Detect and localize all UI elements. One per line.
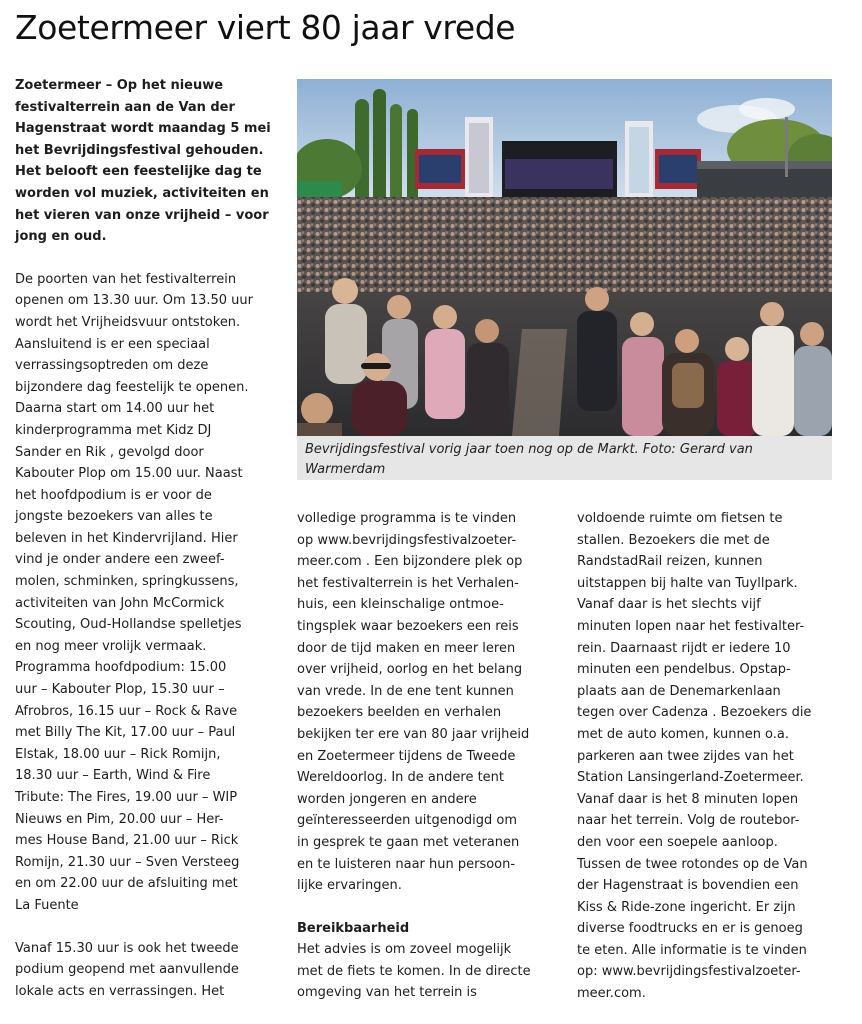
article-body-part-1 bbox=[15, 269, 280, 917]
text-line: tingsplek waar bezoekers een reis bbox=[297, 618, 519, 634]
text-line: Kabouter Plop om 15.00 uur. Naast bbox=[15, 466, 243, 482]
section-subheading: Bereikbaarheid bbox=[297, 920, 410, 936]
text-line: huis, een kleinschalige ontmoe- bbox=[297, 597, 504, 613]
text-line: Tribute: The Fires, 19.00 uur – WIP bbox=[15, 790, 238, 805]
text-line: te eten. Alle informatie is te vinden bbox=[577, 942, 807, 958]
text-line: voldoende ruimte om fietsen te bbox=[577, 511, 783, 526]
text-line: Scouting, Oud-Hollandse spelletjes bbox=[15, 617, 242, 633]
text-line: Programma hoofdpodium: 15.00 bbox=[15, 660, 227, 676]
text-line: Wereldoorlog. In de andere tent bbox=[297, 770, 505, 786]
text-line: uitstappen bij halte van Tuyllpark. bbox=[577, 575, 798, 591]
text-line: Station Lansingerland-Zoetermeer. bbox=[577, 770, 804, 786]
text-line: Het advies is om zoveel mogelijk bbox=[297, 942, 512, 958]
article-body-part-5 bbox=[577, 508, 842, 1005]
text-line: La Fuente bbox=[15, 897, 79, 913]
text-line: Sander en Rik , gevolgd door bbox=[15, 444, 204, 460]
text-line: Afrobros, 16.15 uur – Rock & Rave bbox=[15, 703, 238, 719]
text-line: wordt het Vrijheidsvuur ontstoken. bbox=[15, 314, 241, 330]
text-line: meer.com . Een bijzondere plek op bbox=[297, 554, 523, 570]
text-line: Vanaf 15.30 uur is ook het tweede bbox=[15, 940, 239, 956]
text-line: lijke ervaringen. bbox=[297, 878, 402, 894]
text-line: kinderprogramma met Kidz DJ bbox=[15, 422, 212, 438]
text-line: het vieren van onze vrijheid – voor bbox=[15, 207, 269, 223]
text-line: rein. Daarnaast rijdt er iedere 10 bbox=[577, 640, 791, 656]
text-line: en te luisteren naar hun persoon- bbox=[297, 856, 516, 872]
text-line: bekijken ter ere van 80 jaar vrijheid bbox=[297, 726, 530, 742]
text-line: met de fiets te komen. In de directe bbox=[297, 963, 531, 979]
article-column-middle bbox=[297, 508, 559, 1004]
text-line: plaats aan de Denemarkenlaan bbox=[577, 683, 781, 699]
text-line: podium geopend met aanvullende bbox=[15, 962, 239, 978]
text-line: RandstadRail reizen, kunnen bbox=[577, 554, 763, 570]
text-line: bezoekers beelden en verhalen bbox=[297, 705, 502, 721]
text-line: jongste bezoekers van alles te bbox=[15, 509, 213, 525]
text-line: der Hagenstraat is bovendien een bbox=[577, 878, 799, 894]
text-line: en nog meer vrolijk vermaak. bbox=[15, 638, 207, 654]
text-line: Elstak, 18.00 uur – Rick Romijn, bbox=[15, 746, 221, 762]
text-line: Warmerdam bbox=[305, 462, 386, 477]
text-line: Nieuws en Pim, 20.00 uur – Her- bbox=[15, 811, 224, 827]
text-line: activiteiten van John McCormick bbox=[15, 595, 225, 611]
text-line: Vanaf daar is het 8 minuten lopen bbox=[577, 791, 799, 807]
text-line: Tussen de twee rotondes op de Van bbox=[577, 856, 808, 872]
text-line: openen om 13.30 uur. Om 13.50 uur bbox=[15, 293, 254, 309]
article-headline: Zoetermeer viert 80 jaar vrede bbox=[15, 8, 516, 47]
text-line: minuten lopen naar het festivalter- bbox=[577, 618, 805, 634]
text-line: door de tijd maken en meer leren bbox=[297, 640, 516, 656]
text-line: lokale acts en verrassingen. Het bbox=[15, 983, 225, 999]
text-line: beleven in het Kindervrijland. Hier bbox=[15, 530, 238, 546]
article-body-part-3 bbox=[297, 508, 559, 897]
text-line: het festivalterrein is het Verhalen- bbox=[297, 575, 519, 591]
festival-crowd-photo bbox=[297, 79, 832, 436]
text-line: met de auto komen, kunnen o.a. bbox=[577, 726, 790, 742]
article-column-left bbox=[15, 75, 280, 1002]
text-line: mes House Band, 21.00 uur – Rick bbox=[15, 833, 239, 849]
text-line: Zoetermeer – Op het nieuwe bbox=[15, 78, 224, 93]
text-line: naar het terrein. Volg de routebor- bbox=[577, 813, 800, 829]
article-body-part-4 bbox=[297, 939, 559, 1004]
text-line: met Billy The Kit, 17.00 uur – Paul bbox=[15, 725, 236, 741]
text-line: het Bevrijdingsfestival gehouden. bbox=[15, 142, 264, 158]
text-line: Romijn, 21.30 uur – Sven Versteeg bbox=[15, 854, 240, 870]
text-line: minuten een pendelbus. Opstap- bbox=[577, 662, 791, 678]
text-line: festivalterrein aan de Van der bbox=[15, 99, 235, 115]
text-line: verrassingsoptreden om deze bbox=[15, 358, 209, 374]
text-line: het hoofdpodium is er voor de bbox=[15, 487, 212, 503]
text-line: volledige programma is te vinden bbox=[297, 511, 517, 526]
text-line: meer.com. bbox=[577, 986, 646, 1002]
text-line: diverse foodtrucks en er is genoeg bbox=[577, 921, 803, 937]
text-line: Aansluitend is er een speciaal bbox=[15, 336, 210, 352]
text-line: in gesprek te gaan met veteranen bbox=[297, 834, 520, 850]
text-line: De poorten van het festivalterrein bbox=[15, 271, 237, 287]
text-line: uur – Kabouter Plop, 15.30 uur – bbox=[15, 682, 225, 698]
text-line: vind je onder andere een zweef- bbox=[15, 552, 225, 568]
text-line: den voor een soepele aanloop. bbox=[577, 834, 778, 850]
article-column-right bbox=[577, 508, 842, 1005]
article-intro bbox=[15, 75, 280, 248]
text-line: Vanaf daar is het slechts vijf bbox=[577, 597, 761, 613]
text-line: en om 22.00 uur de afsluiting met bbox=[15, 876, 238, 892]
text-line: Kiss & Ride-zone ingericht. Er zijn bbox=[577, 899, 796, 915]
text-line: parkeren aan twee zijdes van het bbox=[577, 748, 794, 764]
text-line: tegen over Cadenza . Bezoekers die bbox=[577, 705, 812, 721]
text-line: 18.30 uur – Earth, Wind & Fire bbox=[15, 768, 211, 784]
text-line: worden vol muziek, activiteiten en bbox=[15, 185, 269, 201]
text-line: op: www.bevrijdingsfestivalzoeter- bbox=[577, 964, 801, 980]
text-line: Daarna start om 14.00 uur het bbox=[15, 401, 215, 417]
text-line: molen, schminken, springkussens, bbox=[15, 574, 239, 590]
text-line: geïnteresseerden uitgenodigd om bbox=[297, 813, 518, 829]
text-line: van vrede. In de ene tent kunnen bbox=[297, 683, 514, 699]
text-line: Bevrijdingsfestival vorig jaar toen nog op de Markt. Foto: Gerard van bbox=[305, 442, 753, 457]
article-photo-figure bbox=[297, 79, 832, 480]
text-line: omgeving van het terrein is bbox=[297, 985, 477, 1001]
text-line: bijzondere dag feestelijk te openen. bbox=[15, 379, 249, 395]
article-body-part-2 bbox=[15, 938, 280, 1003]
text-line: en Zoetermeer tijdens de Tweede bbox=[297, 748, 516, 764]
text-line: over vrijheid, oorlog en het belang bbox=[297, 662, 523, 678]
text-line: stallen. Bezoekers die met de bbox=[577, 532, 770, 548]
text-line: Het belooft een feestelijke dag te bbox=[15, 164, 262, 180]
photo-caption bbox=[305, 440, 825, 480]
text-line: op www.bevrijdingsfestivalzoeter- bbox=[297, 532, 517, 548]
text-line: jong en oud. bbox=[15, 229, 107, 245]
text-line: worden jongeren en andere bbox=[297, 791, 477, 807]
text-line: Hagenstraat wordt maandag 5 mei bbox=[15, 121, 271, 137]
